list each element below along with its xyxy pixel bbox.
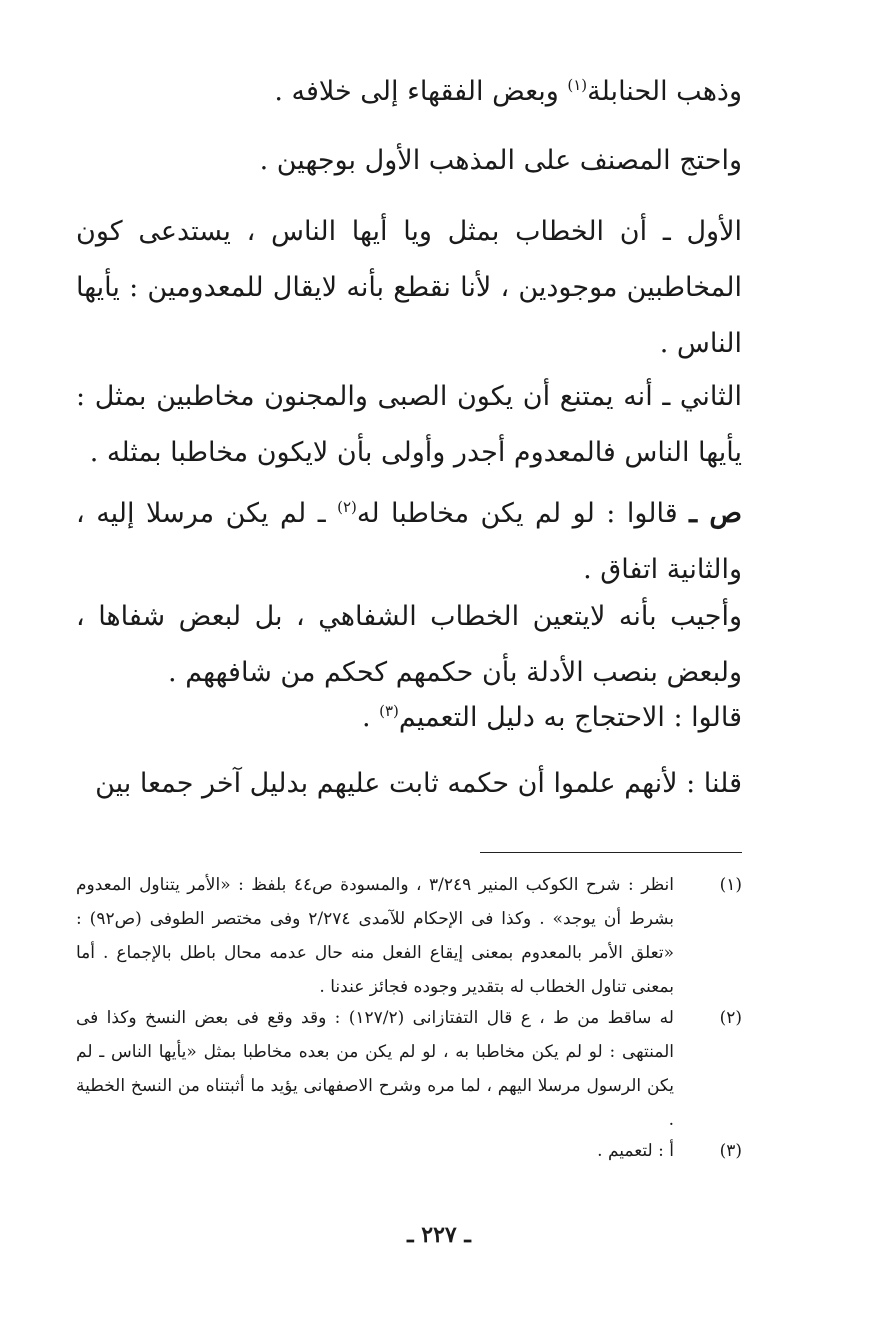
paragraph-2: واحتج المصنف على المذهب الأول بوجهين .	[259, 145, 742, 176]
paragraph-5-tail: ـ لم يكن مرسلا إليه ، والثانية اتفاق .	[76, 498, 742, 585]
footnote-3	[76, 1134, 742, 1168]
paragraph-6: وأجيب بأنه لايتعين الخطاب الشفاهي ، بل لبعض شفاها ، ولبعض بنصب الأدلة بأن حكمهم كحكم من شافههم .	[76, 601, 742, 688]
footnote-divider	[480, 852, 742, 853]
paragraph-1-tail: وبعض الفقهاء إلى خلافه .	[274, 76, 568, 107]
footnote-ref-2: (٢)	[337, 498, 357, 516]
footnote-number: (١)	[719, 875, 742, 895]
paragraph-8: قلنا : لأنهم علموا أن حكمه ثابت عليهم بدليل آخر جمعا بين	[95, 768, 742, 799]
footnote-2	[76, 1001, 742, 1137]
paragraph-5-text: قالوا : لو لم يكن مخاطبا له	[356, 498, 690, 529]
paragraph-7	[76, 702, 808, 733]
paragraph-1-text: وذهب الحنابلة	[587, 76, 742, 107]
page-number: ـ ٢٢٧ ـ	[407, 1222, 471, 1248]
footnote-text: له ساقط من ط ، ع قال التفتازانى (١٢٧/٢) : وقد وقع فى بعض النسخ وكذا فى المنتهى : لو لم يكن مخاطبا به ، لو لم يكن من بعده مخاطبا بمثل «يأيها الناس ـ لم يكن الرسول مرسلا اليهم ، لما مره وشرح الاصفهانى يؤيد ما أثبتناه من النسخ الخطية .	[76, 1008, 674, 1130]
section-marker: ص ـ	[689, 498, 742, 529]
footnote-ref-1: (١)	[567, 76, 588, 94]
footnote-number: (٢)	[719, 1008, 742, 1028]
paragraph-7-text: قالوا : الاحتجاج به دليل التعميم	[398, 702, 742, 733]
paragraph-7-tail: .	[361, 702, 380, 733]
paragraph-5	[76, 479, 808, 598]
paragraph-3: الأول ـ أن الخطاب بمثل ويا أيها الناس ، يستدعى كون المخاطبين موجودين ، لأنا نقطع بأنه لايقال للمعدومين : يأيها الناس .	[76, 216, 742, 359]
footnote-1	[76, 868, 742, 1004]
footnote-text: انظر : شرح الكوكب المنير ٣/٢٤٩ ، والمسودة ص٤٤ بلفظ : «الأمر يتناول المعدوم بشرط أن يوجد» . وكذا فى الإحكام للآمدى ٢/٢٧٤ وفى مختصر الطوفى (ص٩٢) : «تعلق الأمر بالمعدوم بمعنى إيقاع الفعل منه حال عدمه محال باطل بالإجماع . أما بمعنى تناول الخطاب له بتقدير وجوده فجائز عندنا .	[76, 875, 674, 997]
footnote-ref-3: (٣)	[379, 702, 399, 720]
paragraph-1	[76, 76, 808, 107]
paragraph-4: الثاني ـ أنه يمتنع أن يكون الصبى والمجنون مخاطبين بمثل : يأيها الناس فالمعدوم أجدر وأولى بأن لايكون مخاطبا بمثله .	[76, 381, 742, 468]
footnote-number: (٣)	[719, 1141, 742, 1161]
footnote-text: أ : لتعميم .	[597, 1141, 674, 1161]
